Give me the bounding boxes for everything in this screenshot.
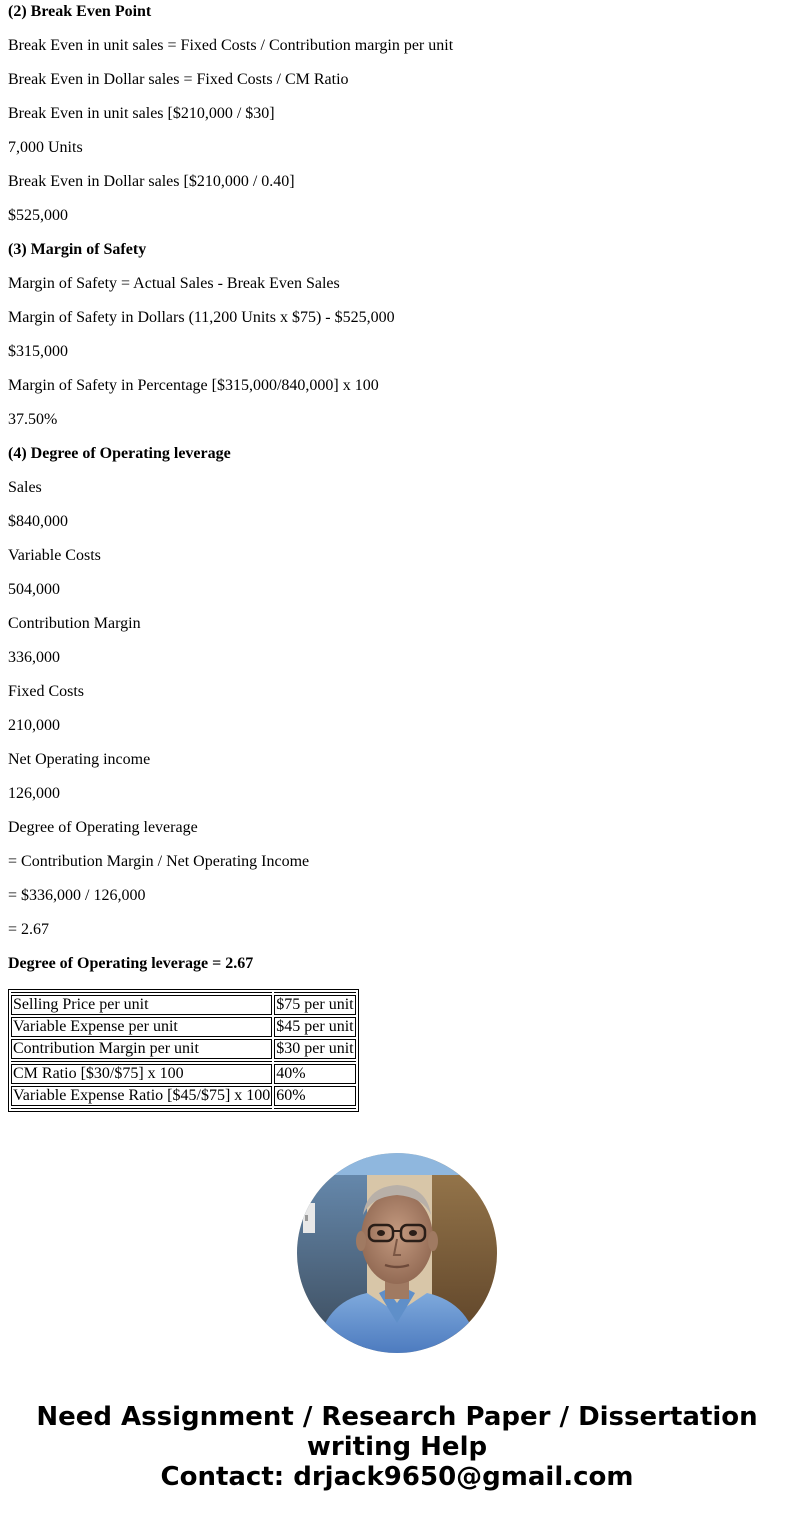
text-line: Contribution Margin (8, 615, 141, 632)
table-cell-label: Contribution Margin per unit (11, 1039, 272, 1059)
text-line: = $336,000 / 126,000 (8, 887, 146, 904)
author-avatar (297, 1153, 497, 1353)
table-cell-value: 40% (274, 1064, 355, 1084)
text-line: Variable Costs (8, 547, 101, 564)
text-line: 504,000 (8, 581, 60, 598)
text-line: 336,000 (8, 649, 60, 666)
table-cell-value: 60% (274, 1086, 355, 1106)
section-heading-operating-leverage: (4) Degree of Operating leverage (8, 445, 231, 462)
section-heading-break-even: (2) Break Even Point (8, 3, 152, 20)
banner-line: writing Help (306, 1432, 488, 1462)
contact-banner (0, 1402, 794, 1492)
table-row (11, 1017, 356, 1037)
table-separator-row (11, 992, 356, 993)
table-cell-label: Selling Price per unit (11, 995, 272, 1015)
text-line: Break Even in unit sales = Fixed Costs / Contribution margin per unit (8, 37, 454, 54)
document-body (8, 0, 786, 986)
contact-email: Contact: drjack9650@gmail.com (160, 1462, 634, 1492)
table-cell-label: Variable Expense per unit (11, 1017, 272, 1037)
text-line: Degree of Operating leverage (8, 819, 198, 836)
table-cell-label: CM Ratio [$30/$75] x 100 (11, 1064, 272, 1084)
text-line: $525,000 (8, 207, 68, 224)
text-line: $840,000 (8, 513, 68, 530)
table-row (11, 1039, 356, 1059)
table-row (11, 1086, 356, 1106)
section-heading-margin-of-safety: (3) Margin of Safety (8, 241, 147, 258)
text-line: $315,000 (8, 343, 68, 360)
text-line: Margin of Safety = Actual Sales - Break Even Sales (8, 275, 340, 292)
text-line: Break Even in Dollar sales = Fixed Costs / CM Ratio (8, 71, 349, 88)
table-row (11, 995, 356, 1015)
text-line: Margin of Safety in Percentage [$315,000/840,000] x 100 (8, 377, 379, 394)
table-cell-value: $30 per unit (276, 1040, 354, 1057)
text-line: 126,000 (8, 785, 60, 802)
table-cell-value: $75 per unit (276, 996, 354, 1013)
conclusion-line: Degree of Operating leverage = 2.67 (8, 955, 254, 972)
text-line: Fixed Costs (8, 683, 85, 700)
table-row (11, 1064, 356, 1084)
text-line: Net Operating income (8, 751, 151, 768)
table-cell-label: Variable Expense Ratio [$45/$75] x 100 (13, 1087, 271, 1104)
text-line: 37.50% (8, 411, 58, 428)
text-line: Break Even in Dollar sales [$210,000 / 0.40] (8, 173, 295, 190)
text-line: 7,000 Units (8, 139, 83, 156)
table-separator-row (11, 1108, 356, 1109)
text-line: = Contribution Margin / Net Operating Income (8, 853, 310, 870)
avatar-portrait-image (297, 1153, 497, 1353)
text-line: 210,000 (8, 717, 60, 734)
table-separator-row (11, 1061, 356, 1062)
text-line: Margin of Safety in Dollars (11,200 Units x $75) - $525,000 (8, 309, 395, 326)
text-line: Break Even in unit sales [$210,000 / $30] (8, 105, 275, 122)
banner-line: Need Assignment / Research Paper / Dissertation (36, 1402, 758, 1432)
text-line: Sales (8, 479, 42, 496)
cost-table (8, 989, 359, 1112)
text-line: = 2.67 (8, 921, 50, 938)
table-cell-value: $45 per unit (276, 1018, 354, 1035)
cost-table-wrapper (8, 989, 359, 1112)
